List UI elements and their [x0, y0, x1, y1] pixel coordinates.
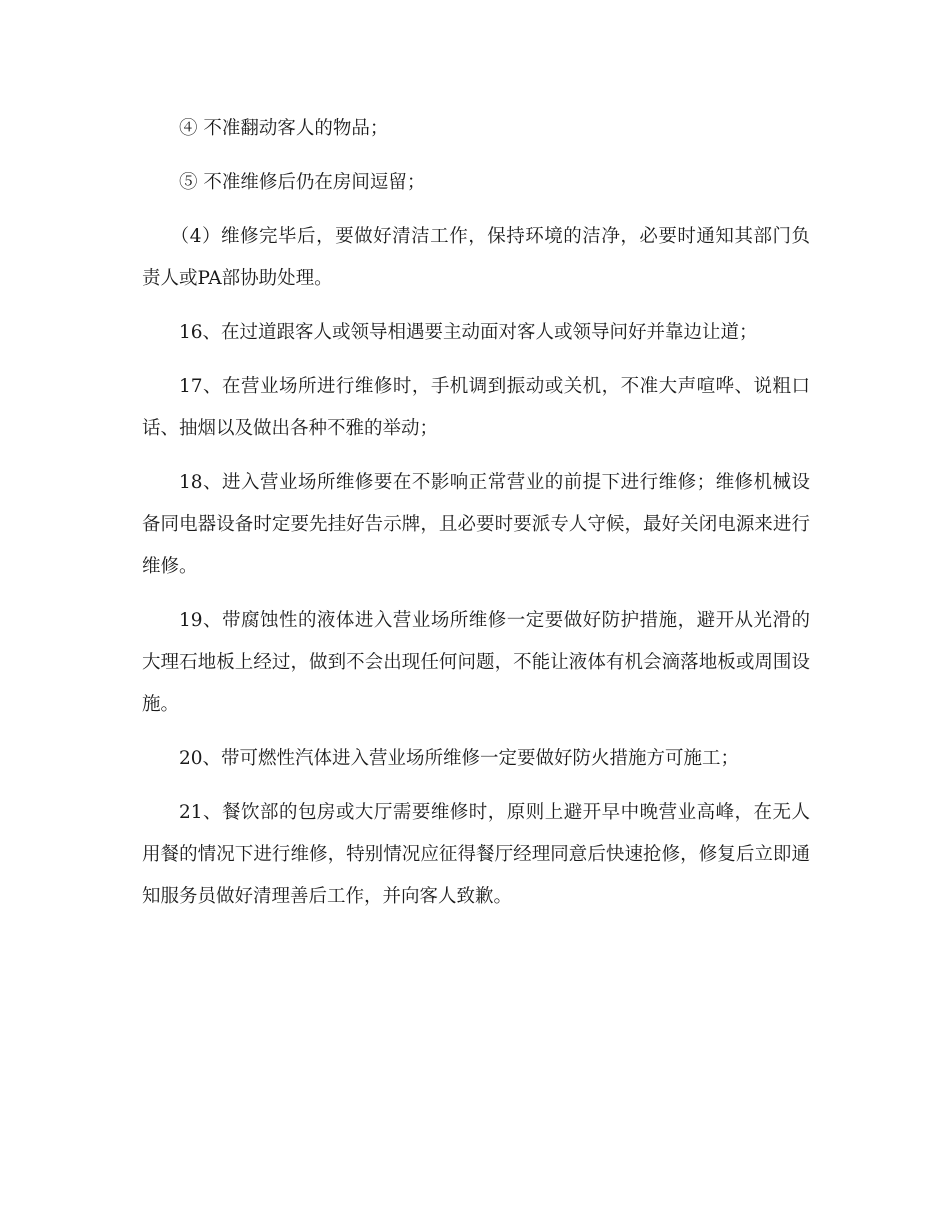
rule-18: 18、进入营业场所维修要在不影响正常营业的前提下进行维修；维修机械设备同电器设备时定要先挂好告示牌，且必要时要派专人守候，最好关闭电源来进行维修。: [142, 472, 810, 577]
rule-item-5: ⑤ 不准维修后仍在房间逗留；: [179, 172, 426, 193]
document-body: [142, 108, 810, 930]
rule-17: 17、在营业场所进行维修时，手机调到振动或关机，不准大声喧哗、说粗口话、抽烟以及做出各种不雅的举动；: [142, 376, 810, 439]
rule-item-4: ④ 不准翻动客人的物品；: [179, 118, 389, 139]
rule-16: 16、在过道跟客人或领导相遇要主动面对客人或领导问好并靠边让道；: [179, 322, 758, 343]
rule-section-4: （4）维修完毕后，要做好清洁工作，保持环境的洁净，必要时通知其部门负责人或PA部协助处理。: [142, 226, 810, 289]
rule-21: 21、餐饮部的包房或大厅需要维修时，原则上避开早中晚营业高峰，在无人用餐的情况下进行维修，特别情况应征得餐厅经理同意后快速抢修，修复后立即通知服务员做好清理善后工作，并向客人致歉。: [142, 802, 810, 907]
rule-19: 19、带腐蚀性的液体进入营业场所维修一定要做好防护措施，避开从光滑的大理石地板上经过，做到不会出现任何问题，不能让液体有机会滴落地板或周围设施。: [142, 610, 810, 715]
rule-20: 20、带可燃性汽体进入营业场所维修一定要做好防火措施方可施工；: [179, 748, 740, 769]
